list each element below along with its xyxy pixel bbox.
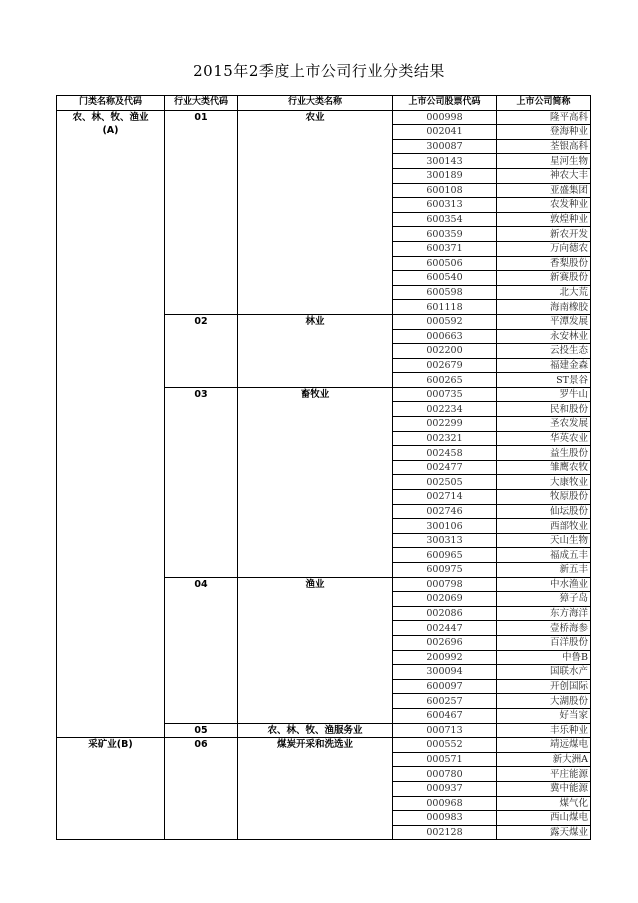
stock-code-cell: 002299 xyxy=(393,417,497,432)
industry-name-cell: 林业 xyxy=(238,314,393,387)
stock-code-cell: 600359 xyxy=(393,227,497,242)
stock-code-cell: 600313 xyxy=(393,198,497,213)
company-name-cell: 大湖股份 xyxy=(497,694,591,709)
company-name-cell: ST景谷 xyxy=(497,373,591,388)
company-name-cell: 西山煤电 xyxy=(497,811,591,826)
stock-code-cell: 200992 xyxy=(393,650,497,665)
stock-code-cell: 600506 xyxy=(393,256,497,271)
industry-code-cell: 04 xyxy=(165,577,238,723)
industry-code-cell: 02 xyxy=(165,314,238,387)
stock-code-cell: 600467 xyxy=(393,708,497,723)
stock-code-cell: 300189 xyxy=(393,168,497,183)
company-name-cell: 福成五丰 xyxy=(497,548,591,563)
industry-code-cell: 05 xyxy=(165,723,238,738)
company-name-cell: 煤气化 xyxy=(497,796,591,811)
company-name-cell: 登海种业 xyxy=(497,125,591,140)
company-name-cell: 天山生物 xyxy=(497,533,591,548)
industry-classification-table xyxy=(56,95,591,840)
company-name-cell: 中水渔业 xyxy=(497,577,591,592)
company-name-cell: 荃银高科 xyxy=(497,139,591,154)
stock-code-cell: 601118 xyxy=(393,300,497,315)
company-name-cell: 平庄能源 xyxy=(497,767,591,782)
stock-code-cell: 000735 xyxy=(393,387,497,402)
company-name-cell: 国联水产 xyxy=(497,665,591,680)
company-name-cell: 神农大丰 xyxy=(497,168,591,183)
stock-code-cell: 002696 xyxy=(393,635,497,650)
company-name-cell: 星河生物 xyxy=(497,154,591,169)
company-name-cell: 华英农业 xyxy=(497,431,591,446)
stock-code-cell: 002477 xyxy=(393,460,497,475)
table-row xyxy=(57,738,591,753)
stock-code-cell: 002234 xyxy=(393,402,497,417)
company-name-cell: 新农开发 xyxy=(497,227,591,242)
company-name-cell: 云投生态 xyxy=(497,344,591,359)
stock-code-cell: 002086 xyxy=(393,606,497,621)
header-industry-code: 行业大类代码 xyxy=(165,96,238,111)
header-stock-code: 上市公司股票代码 xyxy=(393,96,497,111)
header-company-name: 上市公司简称 xyxy=(497,96,591,111)
stock-code-cell: 000592 xyxy=(393,314,497,329)
stock-code-cell: 600598 xyxy=(393,285,497,300)
table-header-row xyxy=(57,96,591,111)
company-name-cell: 西部牧业 xyxy=(497,519,591,534)
company-name-cell: 新五丰 xyxy=(497,563,591,578)
company-name-cell: 獐子岛 xyxy=(497,592,591,607)
company-name-cell: 永安林业 xyxy=(497,329,591,344)
company-name-cell: 开创国际 xyxy=(497,679,591,694)
company-name-cell: 露天煤业 xyxy=(497,825,591,840)
stock-code-cell: 300087 xyxy=(393,139,497,154)
company-name-cell: 农发种业 xyxy=(497,198,591,213)
industry-name-cell: 渔业 xyxy=(238,577,393,723)
stock-code-cell: 600354 xyxy=(393,212,497,227)
company-name-cell: 雏鹰农牧 xyxy=(497,460,591,475)
company-name-cell: 香梨股份 xyxy=(497,256,591,271)
company-name-cell: 仙坛股份 xyxy=(497,504,591,519)
industry-name-cell: 农、林、牧、渔服务业 xyxy=(238,723,393,738)
stock-code-cell: 002714 xyxy=(393,490,497,505)
stock-code-cell: 002746 xyxy=(393,504,497,519)
company-name-cell: 罗牛山 xyxy=(497,387,591,402)
company-name-cell: 福建金森 xyxy=(497,358,591,373)
company-name-cell: 牧原股份 xyxy=(497,490,591,505)
stock-code-cell: 600965 xyxy=(393,548,497,563)
stock-code-cell: 300106 xyxy=(393,519,497,534)
section-cell: 农、林、牧、渔业 (A) xyxy=(57,110,165,738)
stock-code-cell: 000937 xyxy=(393,781,497,796)
stock-code-cell: 600540 xyxy=(393,271,497,286)
company-name-cell: 隆平高科 xyxy=(497,110,591,125)
stock-code-cell: 600371 xyxy=(393,241,497,256)
stock-code-cell: 002679 xyxy=(393,358,497,373)
industry-name-cell: 畜牧业 xyxy=(238,387,393,577)
industry-name-cell: 煤炭开采和洗选业 xyxy=(238,738,393,840)
stock-code-cell: 002505 xyxy=(393,475,497,490)
stock-code-cell: 600097 xyxy=(393,679,497,694)
company-name-cell: 东方海洋 xyxy=(497,606,591,621)
stock-code-cell: 000663 xyxy=(393,329,497,344)
stock-code-cell: 600265 xyxy=(393,373,497,388)
stock-code-cell: 300313 xyxy=(393,533,497,548)
stock-code-cell: 000998 xyxy=(393,110,497,125)
stock-code-cell: 002447 xyxy=(393,621,497,636)
stock-code-cell: 002321 xyxy=(393,431,497,446)
stock-code-cell: 000780 xyxy=(393,767,497,782)
table-row xyxy=(57,110,591,125)
company-name-cell: 海南橡胶 xyxy=(497,300,591,315)
company-name-cell: 民和股份 xyxy=(497,402,591,417)
stock-code-cell: 002458 xyxy=(393,446,497,461)
section-cell: 采矿业(B) xyxy=(57,738,165,840)
company-name-cell: 万向德农 xyxy=(497,241,591,256)
stock-code-cell: 000552 xyxy=(393,738,497,753)
stock-code-cell: 600975 xyxy=(393,563,497,578)
company-name-cell: 平潭发展 xyxy=(497,314,591,329)
stock-code-cell: 300094 xyxy=(393,665,497,680)
stock-code-cell: 000798 xyxy=(393,577,497,592)
stock-code-cell: 002200 xyxy=(393,344,497,359)
header-industry-name: 行业大类名称 xyxy=(238,96,393,111)
company-name-cell: 北大荒 xyxy=(497,285,591,300)
company-name-cell: 敦煌种业 xyxy=(497,212,591,227)
industry-code-cell: 06 xyxy=(165,738,238,840)
header-section: 门类名称及代码 xyxy=(57,96,165,111)
table-body xyxy=(57,110,591,840)
stock-code-cell: 600257 xyxy=(393,694,497,709)
stock-code-cell: 002069 xyxy=(393,592,497,607)
industry-code-cell: 03 xyxy=(165,387,238,577)
company-name-cell: 百洋股份 xyxy=(497,635,591,650)
company-name-cell: 丰乐种业 xyxy=(497,723,591,738)
stock-code-cell: 000968 xyxy=(393,796,497,811)
company-name-cell: 中鲁B xyxy=(497,650,591,665)
stock-code-cell: 300143 xyxy=(393,154,497,169)
company-name-cell: 新大洲A xyxy=(497,752,591,767)
stock-code-cell: 000713 xyxy=(393,723,497,738)
company-name-cell: 大康牧业 xyxy=(497,475,591,490)
company-name-cell: 新赛股份 xyxy=(497,271,591,286)
company-name-cell: 冀中能源 xyxy=(497,781,591,796)
company-name-cell: 亚盛集团 xyxy=(497,183,591,198)
company-name-cell: 壹桥海参 xyxy=(497,621,591,636)
company-name-cell: 益生股份 xyxy=(497,446,591,461)
industry-name-cell: 农业 xyxy=(238,110,393,314)
stock-code-cell: 600108 xyxy=(393,183,497,198)
stock-code-cell: 000983 xyxy=(393,811,497,826)
company-name-cell: 好当家 xyxy=(497,708,591,723)
stock-code-cell: 002128 xyxy=(393,825,497,840)
page-title: 2015年2季度上市公司行业分类结果 xyxy=(193,62,445,80)
stock-code-cell: 000571 xyxy=(393,752,497,767)
industry-code-cell: 01 xyxy=(165,110,238,314)
company-name-cell: 圣农发展 xyxy=(497,417,591,432)
company-name-cell: 靖远煤电 xyxy=(497,738,591,753)
stock-code-cell: 002041 xyxy=(393,125,497,140)
